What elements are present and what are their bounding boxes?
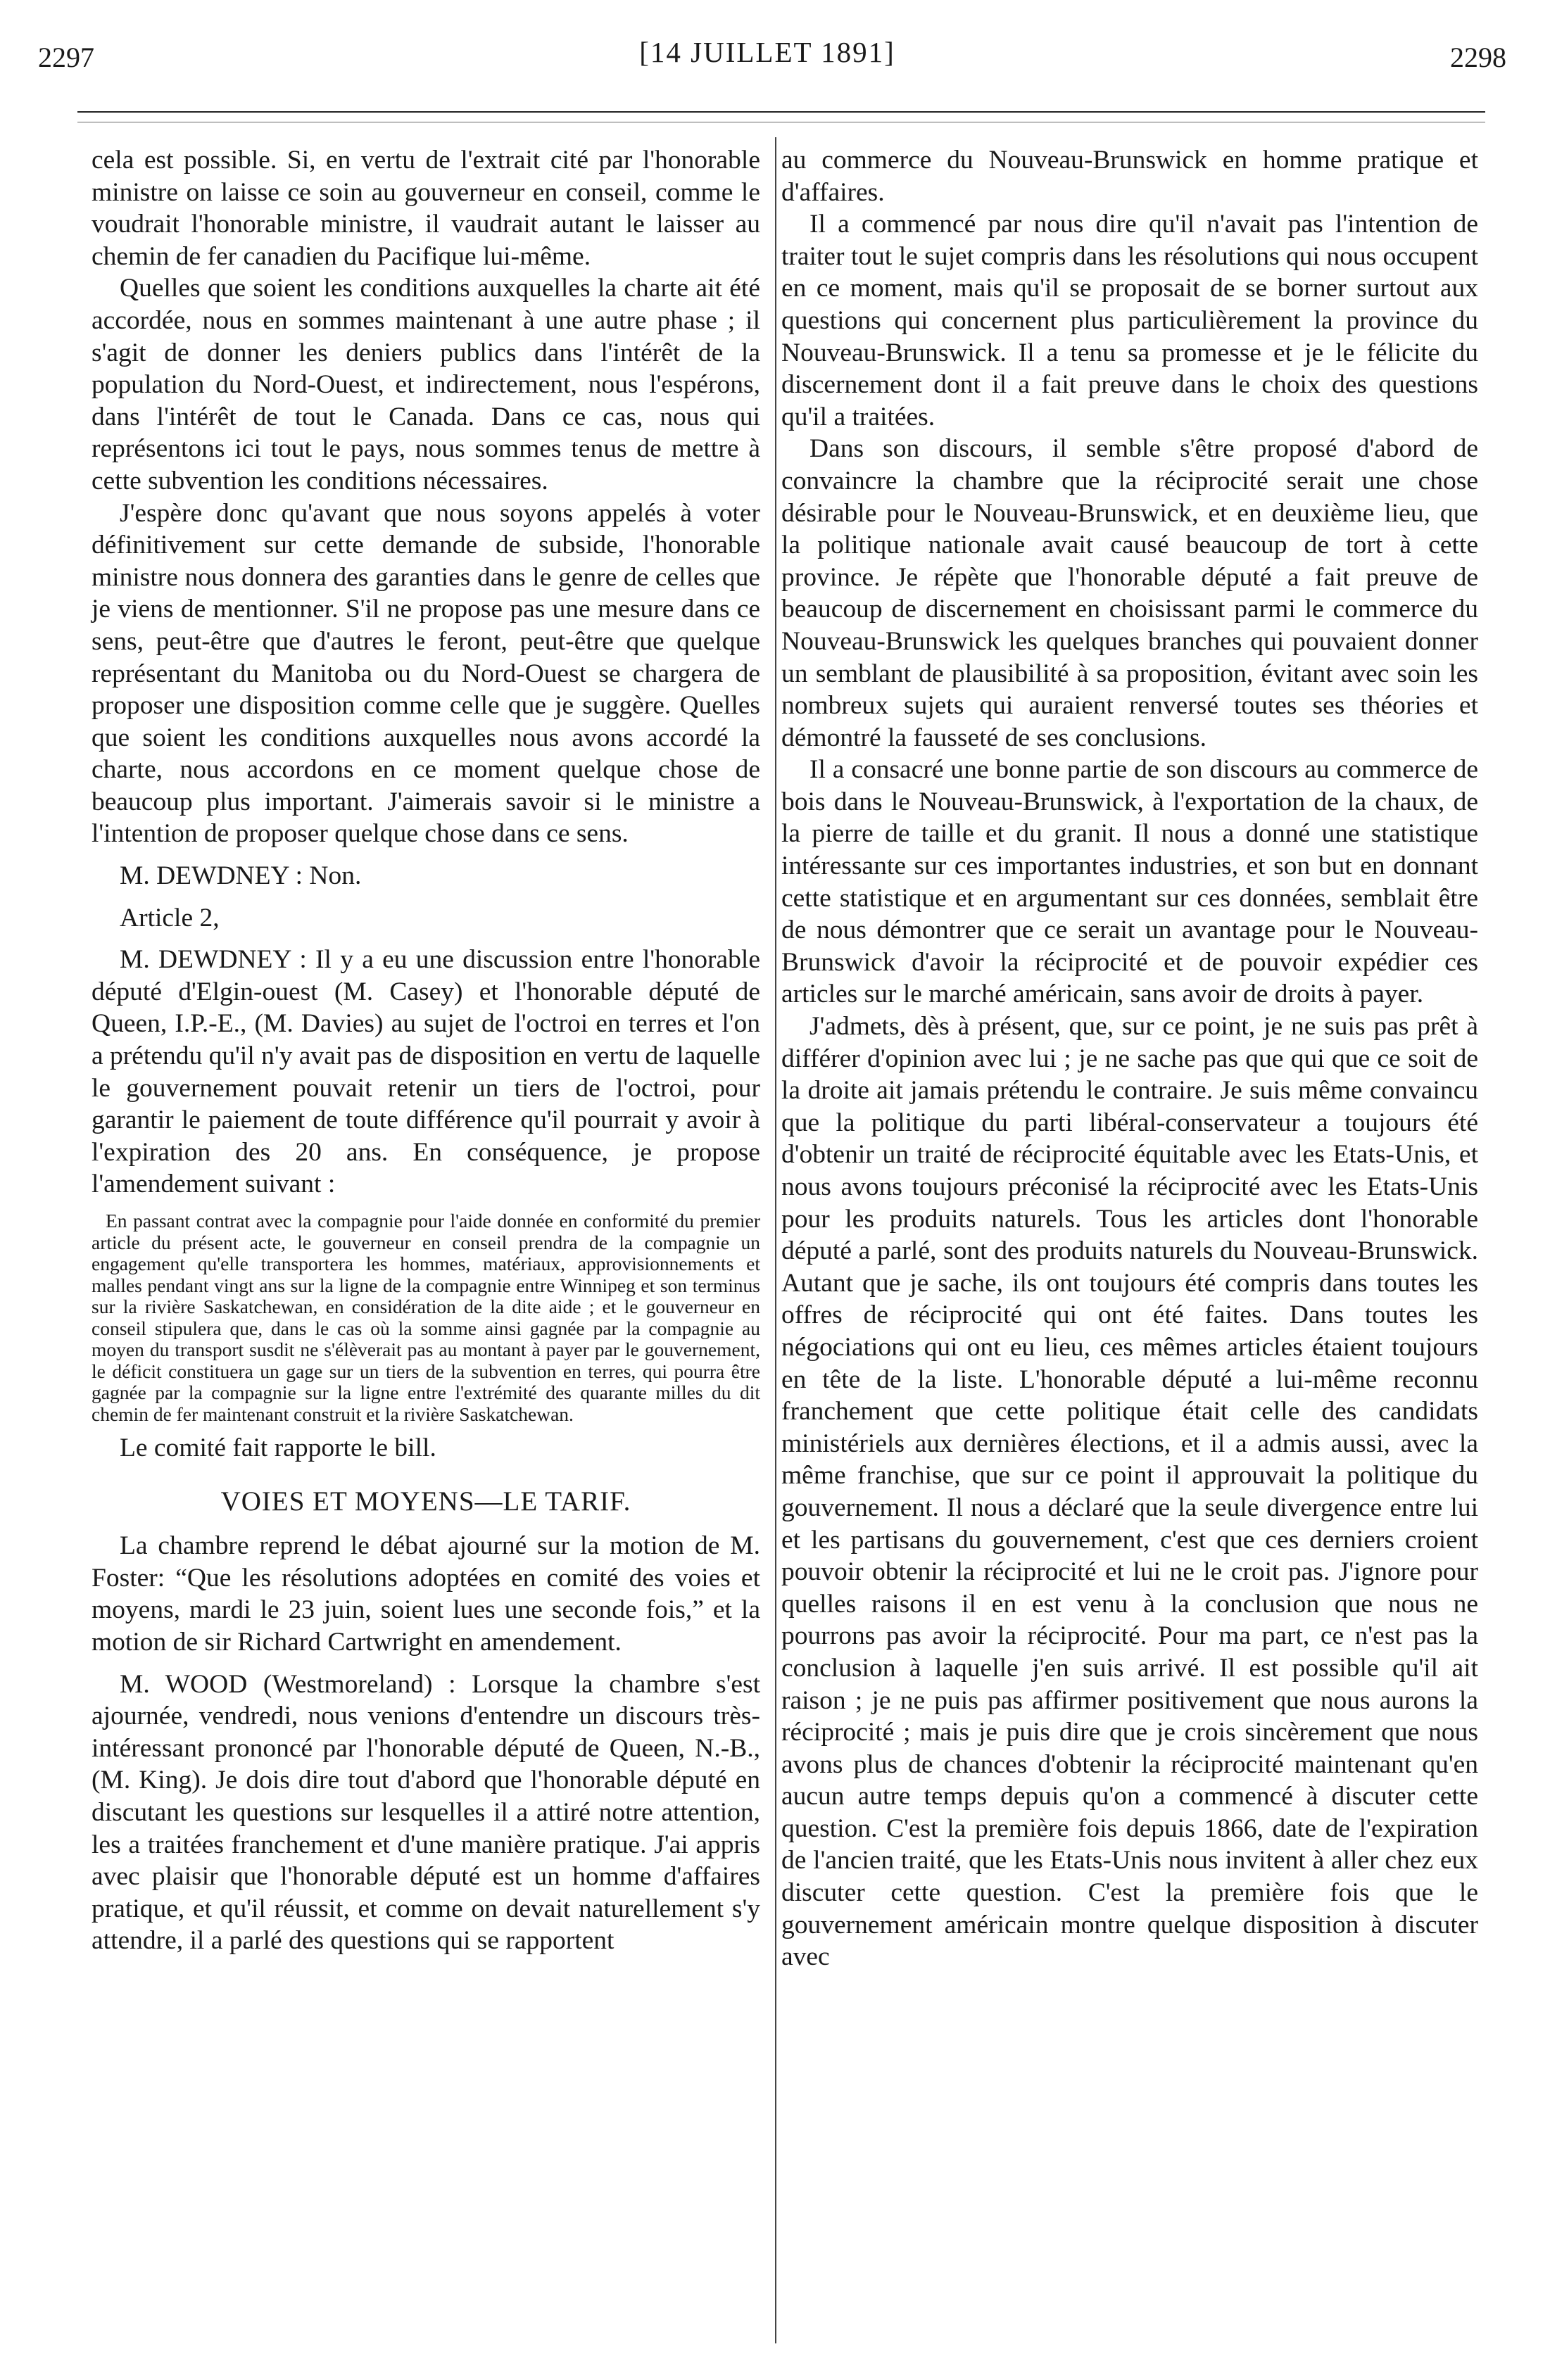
paragraph: Il a commencé par nous dire qu'il n'avait pas l'intention de traiter tout le sujet compris dans les résolutions qui nous occupent en ce moment, mais qu'il se proposait de se borner surtout aux questions qui concernent plus particulièrement la province du Nouveau-Brunswick. Il a tenu sa promesse et je le félicite du discernement dont il a fait preuve dans le choix des questions qu'il a traitées. — [781, 210, 1478, 431]
paragraph: J'espère donc qu'avant que nous soyons appelés à voter définitivement sur cette demande de subside, l'honorable ministre nous donnera des garanties dans le genre de celles que je viens de mentionner. S'il ne propose pas une mesure dans ce sens, peut-être que d'autres le feront, peut-être que quelque représentant du Manitoba ou du Nord-Ouest se chargera de proposer une disposition comme celle que je suggère. Quelles que soient les conditions auxquelles nous avons accordé la charte, nous accordons en ce moment quelque chose de beaucoup plus important. J'aimerais savoir si le ministre a l'intention de proposer quelque chose dans ce sens. — [92, 498, 760, 849]
paragraph: J'admets, dès à présent, que, sur ce point, je ne suis pas prêt à différer d'opinion avec lui ; je ne sache pas que qui que ce soit de la droite ait jamais prétendu le contraire. Je suis même convaincu que la politique du parti libéral-conservateur a toujours été d'obtenir un traité de réciprocité équitable avec les Etats-Unis, et nous avons toujours préconisé la réciprocité avec les Etats-Unis pour les produits naturels. Tous les articles dont l'honorable député a parlé, sont des produits naturels du Nouveau-Brunswick. Autant que je sache, ils ont toujours été compris dans toutes les offres de réciprocité qui ont été faites. Dans toutes les négociations qui ont eu lieu, ces mêmes articles étaient toujours en tête de la liste. L'honorable député a lui-même reconnu franchement que cette politique était celle des candidats ministériels aux dernières élections, et il a admis aussi, avec la même franchise, que sur ce point il approuvait la politique du gouvernement. Il nous a déclaré que la seule divergence entre lui et les partisans du gouvernement, c'est que ces derniers croient pouvoir obtenir la réciprocité et lui ne le croit pas. J'ignore pour quelles raisons il en est venu à la conclusion que nous ne pourrons pas avoir la réciprocité. Pour ma part, ce n'est pas la conclusion à laquelle j'en suis arrivé. Il est possible qu'il ait raison ; je ne puis pas affirmer positivement que nous aurons la réciprocité ; mais je puis dire que je crois sincèrement que nous avons plus de chances d'obtenir la réciprocité maintenant qu'en aucun autre temps depuis qu'on a commencé à discuter cette question. C'est la première fois depuis 1866, date de l'expiration de l'ancien traité, que les Etats-Unis nous invitent à aller chez eux discuter cette question. C'est la première fois que le gouvernement américain montre quelque disposition à discuter avec — [781, 1012, 1478, 1972]
page-number-left: 2297 — [38, 42, 94, 73]
paragraph: Il a consacré une bonne partie de son discours au commerce de bois dans le Nouveau-Brunswick, à l'exportation de la chaux, de la pierre de taille et du granit. Il nous a donné une statistique intéressante sur ces importantes industries, et son but en donnant cette statistique et en argumentant sur ces données, semblait être de nous démontrer que ce serait un avantage pour le Nouveau-Brunswick d'avoir la réciprocité et de pouvoir expédier ces articles sur le marché américain, sans avoir de droits à payer. — [781, 755, 1478, 1009]
speaker-paragraph: Article 2, — [120, 903, 220, 932]
column-divider — [775, 137, 776, 2343]
paragraph: Quelles que soient les conditions auxquelles la charte ait été accordée, nous en sommes maintenant à une autre phase ; il s'agit de donner les deniers publics dans l'intérêt de la population du Nord-Ouest, et indirectement, nous l'espérons, dans l'intérêt de tout le Canada. Dans ce cas, nous qui représentons ici tout le pays, nous sommes tenus de mettre à cette subvention les conditions nécessaires. — [92, 274, 760, 495]
left-column — [92, 144, 760, 1957]
paragraph: au commerce du Nouveau-Brunswick en homme pratique et d'affaires. — [781, 146, 1478, 207]
speaker-paragraph: M. DEWDNEY : Non. — [120, 861, 362, 891]
speaker-paragraph: M. WOOD (Westmoreland) : Lorsque la chambre s'est ajournée, vendredi, nous venions d'entendre un discours très-intéressant prononcé par l'honorable député de Queen, N.-B., (M. King). Je dois dire tout d'abord que l'honorable député en discutant les questions sur lesquelles il a attiré notre attention, les a traitées franchement et d'une manière pratique. J'ai appris avec plaisir que l'honorable député est un homme d'affaires pratique, et qu'il réussit, et comme on devait naturellement s'y attendre, il a parlé des questions qui se rapportent — [92, 1669, 760, 1956]
page-number-right: 2298 — [1450, 42, 1506, 73]
header-rule — [77, 111, 1485, 113]
page-date-title: [14 JUILLET 1891] — [639, 36, 895, 68]
page-header — [28, 28, 1506, 77]
right-column — [781, 144, 1478, 1973]
section-heading: VOIES ET MOYENS—LE TARIF. — [220, 1486, 631, 1517]
paragraph: La chambre reprend le débat ajourné sur la motion de M. Foster: “Que les résolutions adoptées en comité des voies et moyens, mardi le 23 juin, soient lues une seconde fois,” et la motion de sir Richard Cartwright en amendement. — [92, 1531, 760, 1657]
paragraph: Le comité fait rapporte le bill. — [120, 1433, 436, 1462]
speaker-paragraph: M. DEWDNEY : Il y a eu une discussion entre l'honorable député d'Elgin-ouest (M. Casey) et l'honorable député de Queen, I.P.-E., (M. Davies) au sujet de l'octroi en terres et l'on a prétendu qu'il n'y avait pas de disposition en vertu de laquelle le gouvernement pouvait retenir un tiers de l'octroi, pour garantir le paiement de toute différence qu'il pourrait y avoir à l'expiration des 20 ans. En conséquence, je propose l'amendement suivant : — [92, 945, 760, 1199]
paragraph: Dans son discours, il semble s'être proposé d'abord de convaincre la chambre que la réciprocité serait une chose désirable pour le Nouveau-Brunswick, et en deuxième lieu, que la politique nationale avait causé beaucoup de tort à cette province. Je répète que l'honorable député a fait preuve de beaucoup de discernement en choisissant parmi le commerce du Nouveau-Brunswick les quelques branches qui pouvaient donner un semblant de plausibilité à sa proposition, évitant avec soin les nombreux sujets qui auraient renversé toutes ses théories et démontré la fausseté de ses conclusions. — [781, 434, 1478, 752]
amendment-text: En passant contrat avec la compagnie pour l'aide donnée en conformité du premier article du présent acte, le gouverneur en conseil prendra de la compagnie un engagement qu'elle transportera les hommes, matériaux, approvisionnements et malles pendant vingt ans sur la ligne de la compagnie entre Winnipeg et son terminus sur la rivière Saskatchewan, en considération de la dite aide ; et le gouverneur en conseil stipulera que, dans le cas où la somme ainsi gagnée par la compagnie au moyen du transport susdit ne s'élèverait pas au montant à payer par le gouvernement, le déficit constituera un gage sur un tiers de la subvention en terres, qui pourra être gagnée par la compagnie sur la ligne entre l'extrémité des quarante milles du dit chemin de fer maintenant construit et la rivière Saskatchewan. — [92, 1210, 760, 1425]
paragraph: cela est possible. Si, en vertu de l'extrait cité par l'honorable ministre on laisse ce soin au gouverneur en conseil, comme le voudrait l'honorable ministre, il vaudrait autant le laisser au chemin de fer canadien du Pacifique lui-même. — [92, 146, 760, 271]
